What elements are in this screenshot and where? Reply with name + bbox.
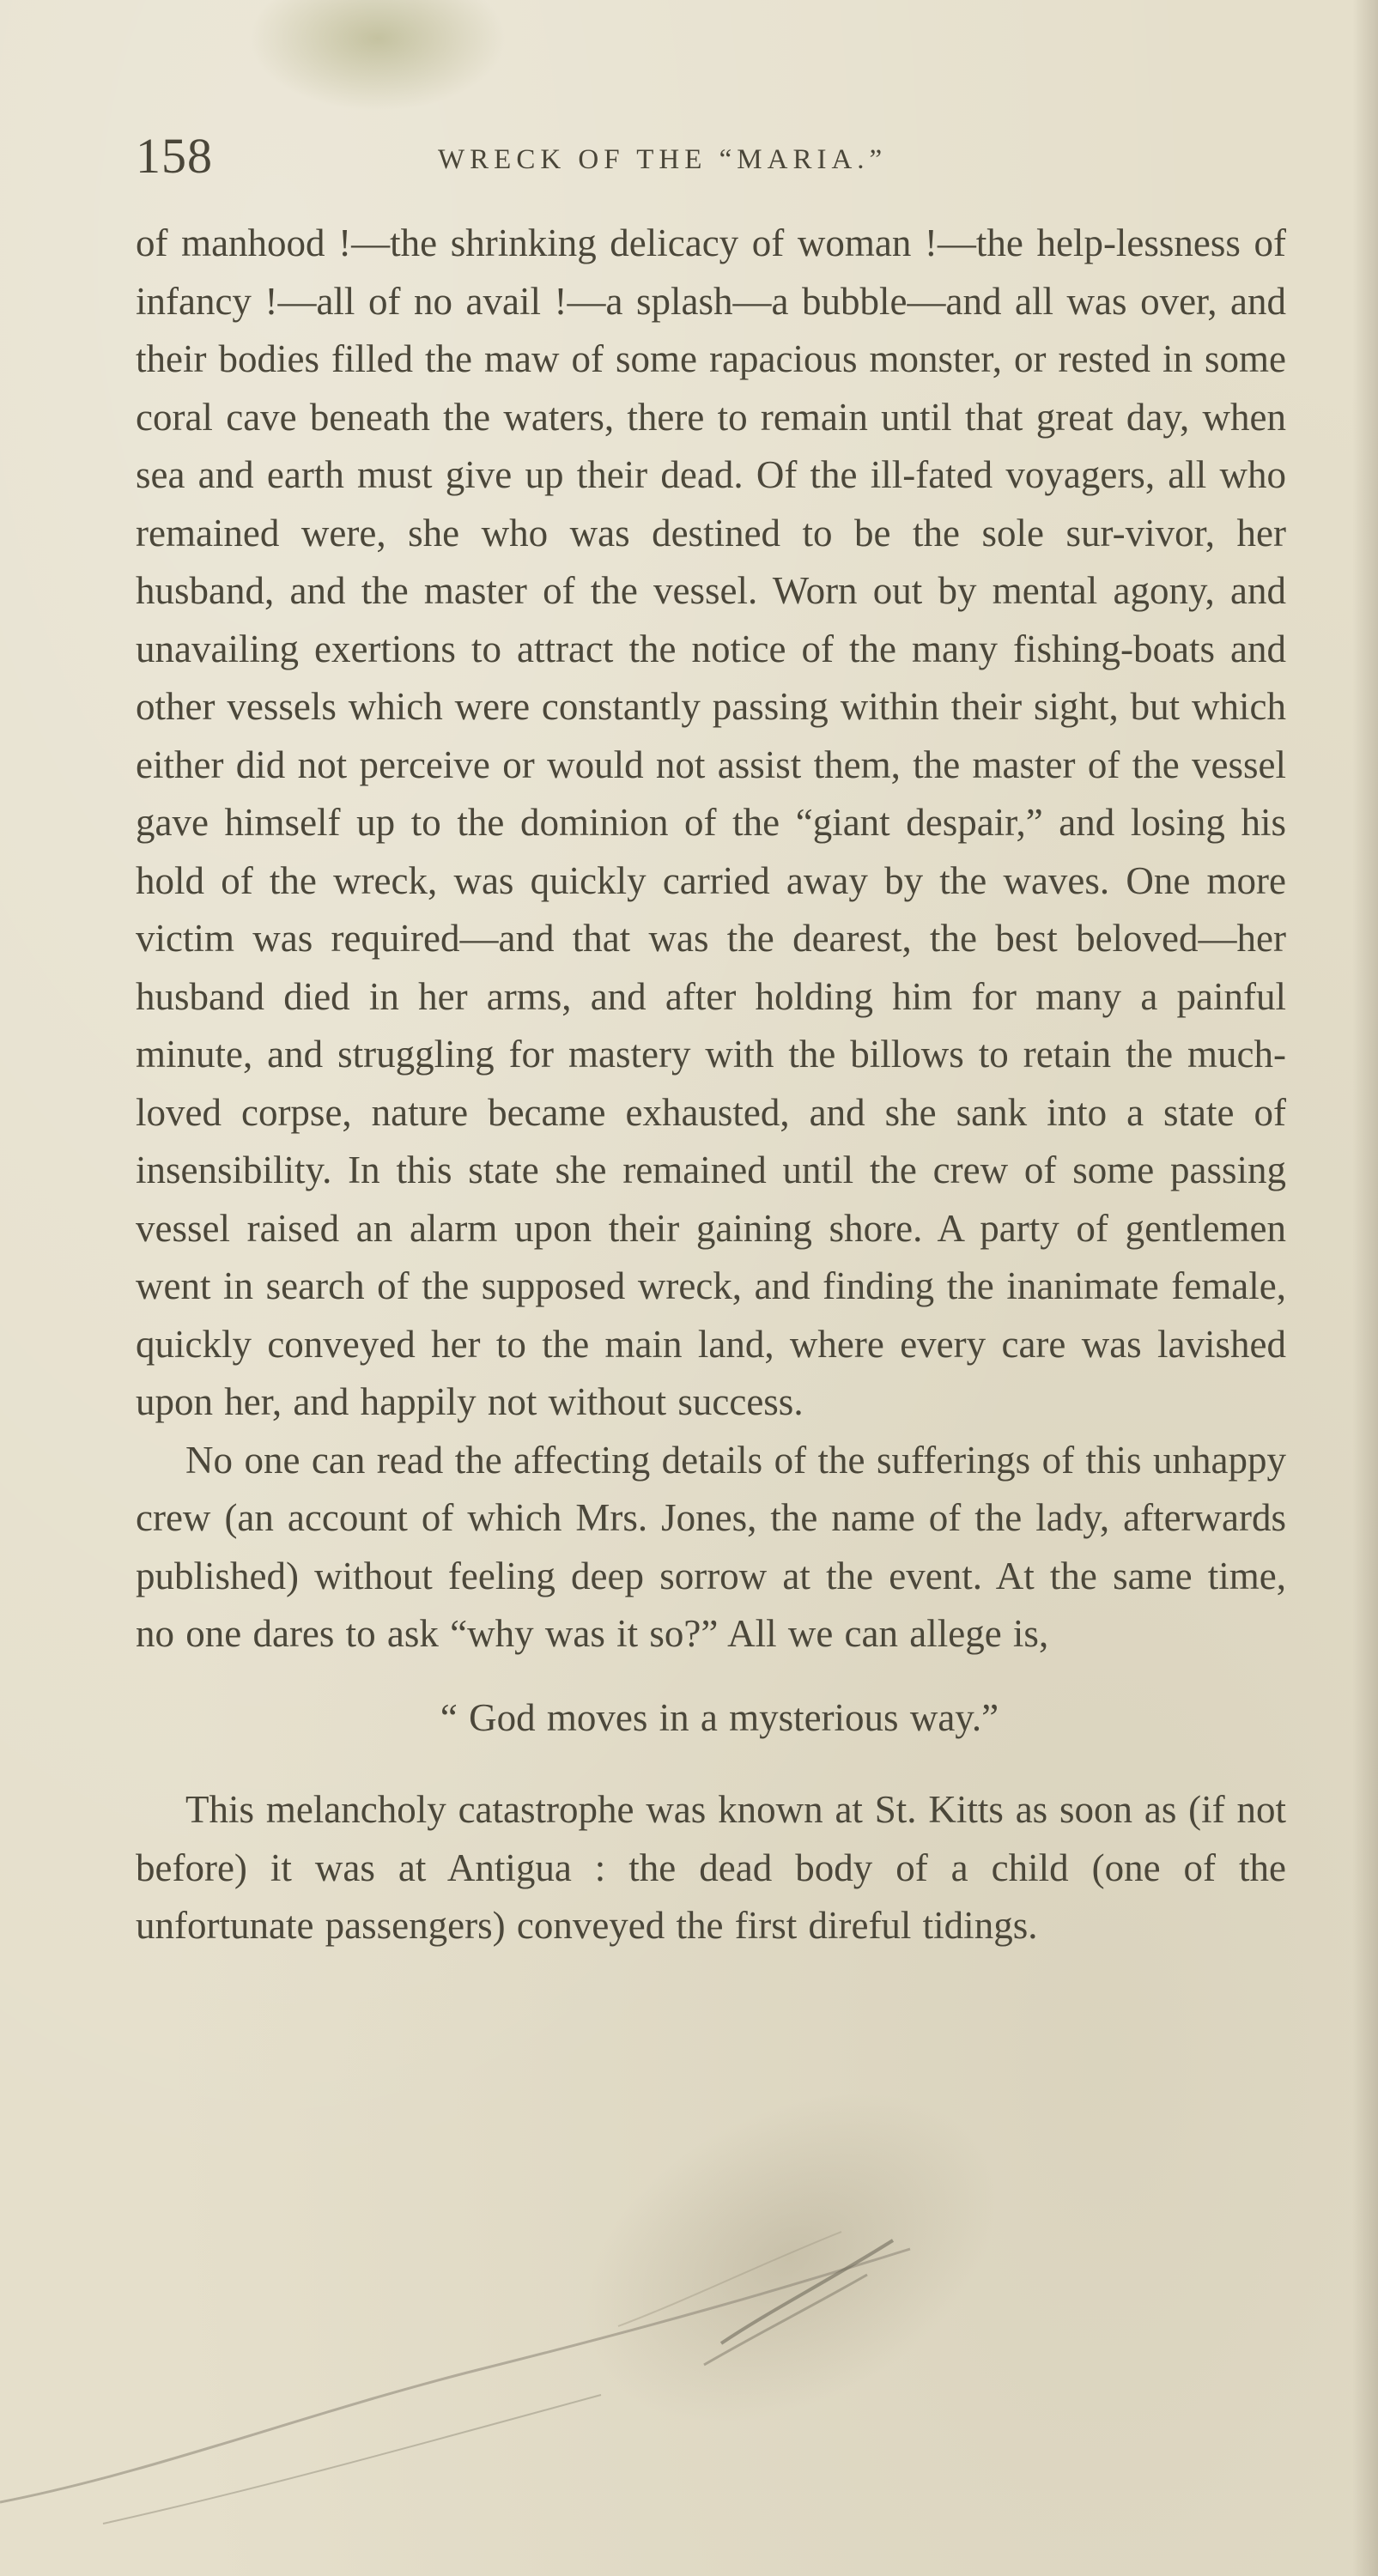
body-text xyxy=(136,215,1286,1955)
running-title: WRECK OF THE “MARIA.” xyxy=(438,144,888,175)
paragraph: This melancholy catastrophe was known at St. Kitts as soon as (if not before) it was at Antigua : the dead body of a child (one of the unfortunate passengers) conveyed the first direful tidings. xyxy=(136,1788,1286,1947)
paper-stain xyxy=(249,0,507,112)
paragraph: No one can read the affecting details of the sufferings of this unhappy crew (an account of which Mrs. Jones, the name of the lady, afterwards published) without feeling deep sorrow at the event. At the same time, no one dares to ask “why was it so?” All we can allege is, xyxy=(136,1438,1286,1655)
quotation: “ God moves in a mysterious way.” xyxy=(440,1695,999,1739)
page-edge-shadow xyxy=(1352,0,1378,2576)
paragraph: of manhood !—the shrinking delicacy of woman !—the help-lessness of infancy !—all of no avail !—a splash—a bubble—and all was over, and their bodies filled the maw of some rapacious monster, or rested in some coral cave beneath the waters, there to remain until that great day, when sea and earth must give up their dead. Of the ill-fated voyagers, all who remained were, she who was destined to be the sole sur-vivor, her husband, and the master of the vessel. Worn out by mental agony, and unavailing exertions to attract the notice of the many fishing-boats and other vessels which were constantly passing within their sight, but which either did not perceive or would not assist them, the master of the vessel gave himself up to the dominion of the “giant despair,” and losing his hold of the wreck, was quickly carried away by the waves. One more victim was required—and that was the dearest, the best beloved—her husband died in her arms, and after holding him for many a painful minute, and struggling for mastery with the billows to retain the much-loved corpse, nature became exhausted, and she sank into a state of insensibility. In this state she remained until the crew of some passing vessel raised an alarm upon their gaining shore. A party of gentlemen went in search of the supposed wreck, and finding the inanimate female, quickly conveyed her to the main land, where every care was lavished upon her, and happily not without success. xyxy=(136,221,1286,1423)
page-number: 158 xyxy=(136,128,213,184)
pencil-marks xyxy=(0,2215,1378,2576)
page-header xyxy=(0,120,1378,189)
